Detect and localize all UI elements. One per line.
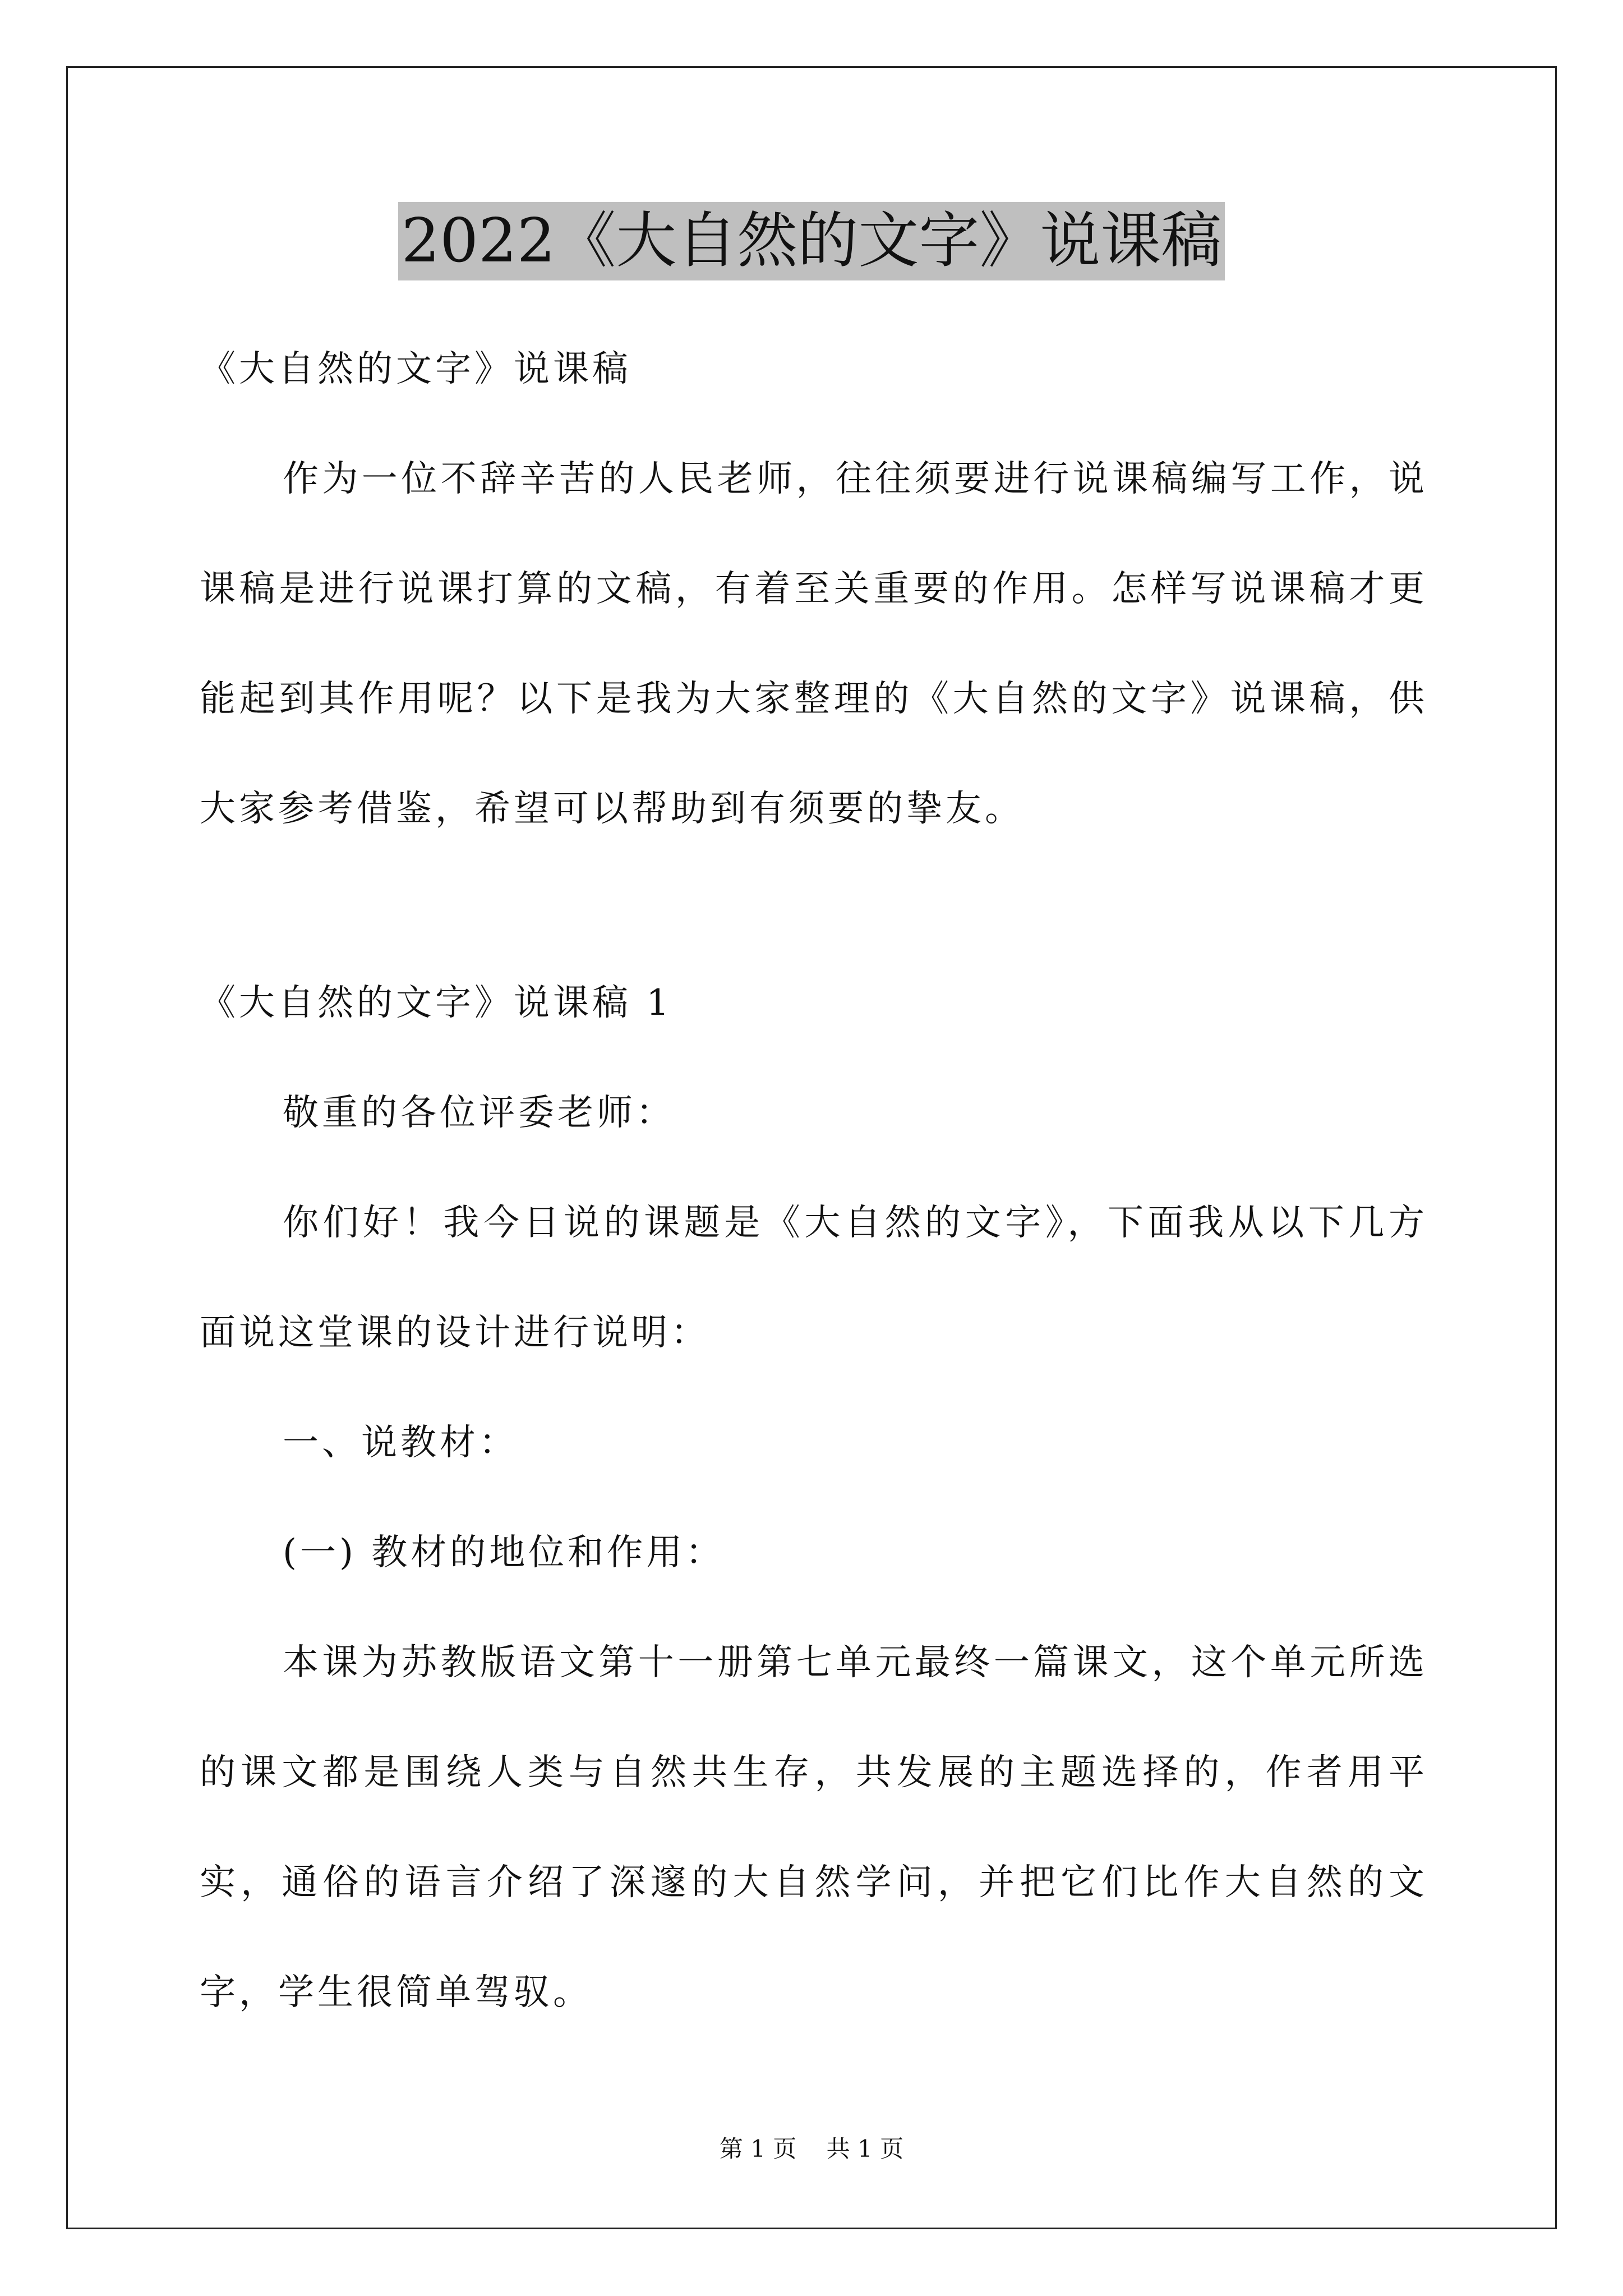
sub-heading: (一) 教材的地位和作用： (283, 1532, 725, 1573)
page-number: 第 1 页 (719, 2135, 797, 2162)
document-title: 2022《大自然的文字》说课稿 (398, 202, 1225, 280)
spacer (200, 864, 1428, 948)
greeting: 敬重的各位评委老师： (283, 1092, 675, 1134)
page-total: 共 1 页 (826, 2135, 904, 2162)
page-footer (0, 2131, 1623, 2164)
opening-paragraph: 你们好！我今日说的课题是《大自然的文字》，下面我从以下几方面说这堂课的设计进行说明： (200, 1202, 1428, 1354)
section-heading: 《大自然的文字》说课稿 1 (200, 982, 673, 1024)
part-heading: 一、说教材： (283, 1422, 518, 1464)
document-subtitle: 《大自然的文字》说课稿 (200, 348, 631, 390)
title-container (0, 202, 1623, 280)
body-paragraph: 本课为苏教版语文第十一册第七单元最终一篇课文，这个单元所选的课文都是围绕人类与自然共生存，共发展的主题选择的，作者用平实，通俗的语言介绍了深邃的大自然学问，并把它们比作大自然的文字，学生很简单驾驭。 (200, 1642, 1428, 2013)
intro-paragraph: 作为一位不辞辛苦的人民老师，往往须要进行说课稿编写工作，说课稿是进行说课打算的文稿，有着至关重要的作用。怎样写说课稿才更能起到其作用呢？以下是我为大家整理的《大自然的文字》说课稿，供大家参考借鉴，希望可以帮助到有须要的挚友。 (200, 458, 1428, 830)
document-body (200, 314, 1428, 2047)
